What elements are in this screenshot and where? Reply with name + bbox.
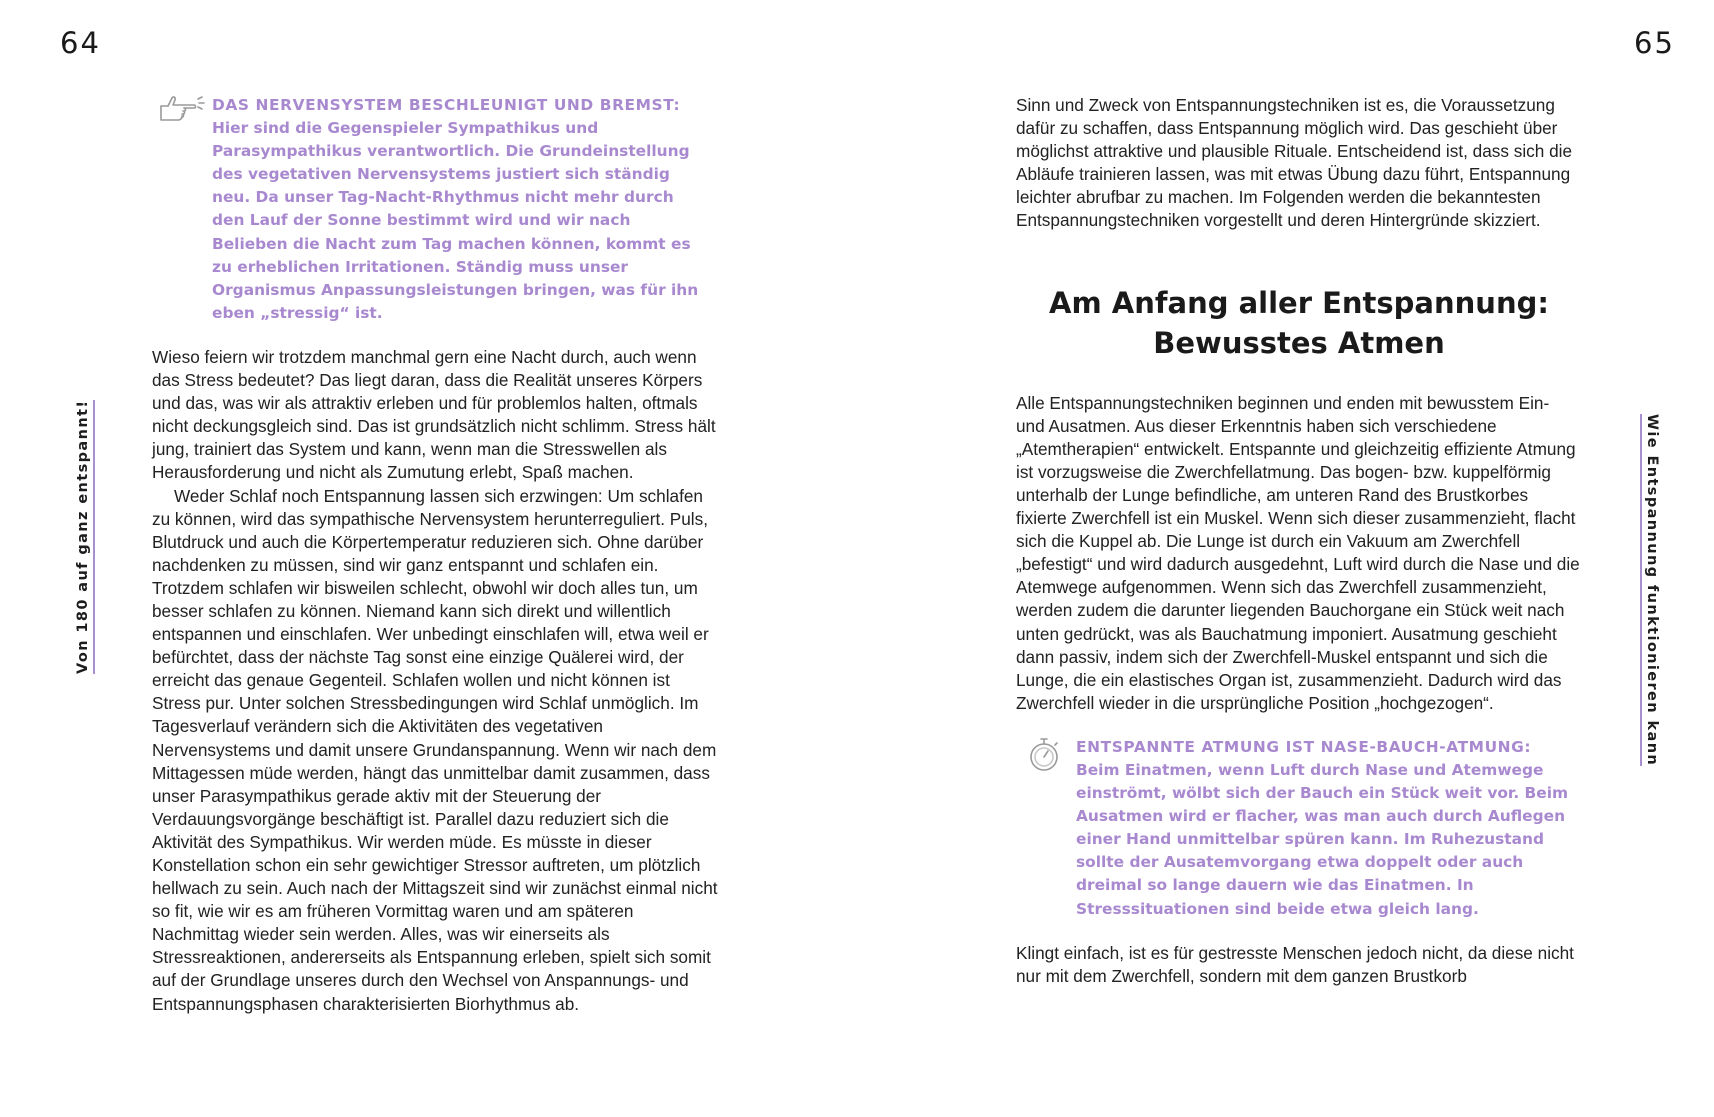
tip-title: DAS NERVENSYSTEM BESCHLEUNIGT UND BREMST: xyxy=(212,96,681,114)
paragraph: Sinn und Zweck von Entspannungstechniken ist es, die Voraussetzung dafür zu schaffen, dass Entspannung möglich wird. Das geschieht über möglichst attraktive und plausible Rituale. Entscheidend ist, dass sich die Abläufe trainieren lassen, was mit etwas Übung dazu führt, Entspannung leichter abrufbar zu machen. Im Folgenden werden die bekanntesten Entspannungstechniken vorgestellt und deren Hintergründe skizziert. xyxy=(1016,95,1573,231)
paragraph: Wieso feiern wir trotzdem manchmal gern eine Nacht durch, auch wenn das Stress bedeutet? Das liegt daran, dass die Realität unseres Körpers und das, was wir als attraktiv erleben und für problemlos halten, oftmals nicht deckungsgleich sind. Das ist grundsätzlich nicht schlimm. Stress hält jung, trainiert das System und kann, wenn man die Stresswellen als Herausforderung und nicht als Zumutung erlebt, Spaß machen. xyxy=(152,346,716,483)
heading-line-1: Am Anfang aller Entspannung: xyxy=(1049,285,1549,320)
section-heading xyxy=(1016,283,1582,363)
heading-line-2: Bewusstes Atmen xyxy=(1153,325,1445,360)
page-number-left: 64 xyxy=(60,26,101,60)
breathing-text xyxy=(1016,392,1582,715)
stopwatch-icon xyxy=(1026,735,1062,780)
paragraph: Weder Schlaf noch Entspannung lassen sich erzwingen: Um schlafen zu können, wird das sympathische Nervensystem herunterreguliert. Puls, Blutdruck und auch die Körpertemperatur reduzieren sich. Ohne darüber nachdenken zu müssen, sind wir ganz entspannt und schlafen ein. Trotzdem schlafen wir bisweilen schlecht, obwohl wir doch alles tun, um besser schlafen zu können. Niemand kann sich direkt und willentlich entspannen und einschlafen. Wer unbedingt einschlafen will, etwa weil er befürchtet, dass der nächste Tag sonst eine einzige Quälerei wird, der erreicht das genaue Gegenteil. Schlafen wollen und nicht können ist Stress pur. Unter solchen Stressbedingungen wird Schlaf unmöglich. Im Tagesverlauf verändern sich die Aktivitäten des vegetativen Nervensystems und damit unsere Grundanspannung. Wenn wir nach dem Mittagessen müde werden, hängt das unmittelbar damit zusammen, dass unser Parasympathikus gerade aktiv mit der Steuerung der Verdauungsvorgänge beschäftigt ist. Parallel dazu reduziert sich die Aktivität des Sympathikus. Wir werden müde. Es müsste in dieser Konstellation schon ein sehr gewichtiger Stressor auftreten, um plötzlich hellwach zu sein. Auch nach der Mittagszeit sind wir zunächst einmal nicht so fit, wie wir es am früheren Vormittag waren und am späteren Nachmittag wieder sein werden. Alles, was wir einerseits als Stressreaktionen, andererseits als Entspannung erleben, spielt sich somit auf der Grundlage unseres durch den Wechsel von Anspannungs- und Entspannungsphasen charakterisierten Biorhythmus ab. xyxy=(152,485,718,1014)
page-number-right: 65 xyxy=(1634,26,1675,60)
left-page-column xyxy=(152,94,720,1016)
tip-title: ENTSPANNTE ATMUNG IST NASE-BAUCH-ATMUNG: xyxy=(1076,737,1532,756)
chapter-tab-right: Wie Entspannung funktionieren kann xyxy=(1640,414,1660,766)
right-page-column xyxy=(1016,94,1582,988)
paragraph: Alle Entspannungstechniken beginnen und enden mit bewusstem Ein- und Ausatmen. Aus dieser Erkenntnis haben sich verschiedene „Atemtherapien“ entwickelt. Entspannte und gleichzeitig effiziente Atmung ist vorzugsweise die Zwerchfellatmung. Das bogen- bzw. kuppelförmig unterhalb der Lunge befindliche, am unteren Rand des Brustkorbes fixierte Zwerchfell ist ein Muskel. Wenn sich dieser zusammenzieht, flacht sich die Kuppel ab. Die Lunge ist durch ein Vakuum am Zwerchfell „befestigt“ und wird dadurch ausgedehnt, Luft wird durch die Nase und die Atemwege aufgenommen. Wenn sich das Zwerchfell zusammenzieht, werden zudem die darunter liegenden Bauchorgane ein Stück weit nach unten gedrückt, was als Bauchatmung imponiert. Ausatmung geschieht dann passiv, indem sich der Zwerchfell-Muskel entspannt und sich die Lunge, die ein elastisches Organ ist, zusammenzieht. Dadurch wird das Zwerchfell wieder in die ursprüngliche Position „hochgezogen“. xyxy=(1016,392,1580,713)
chapter-tab-left: Von 180 auf ganz entspannt! xyxy=(75,400,95,674)
intro-text xyxy=(1016,94,1582,233)
tip-box-breathing xyxy=(1016,736,1582,921)
tip-text: Hier sind die Gegenspieler Sympathikus und Parasympathikus verantwortlich. Die Grundeinstellung des vegetativen Nervensystems justiert sich ständig neu. Da unser Tag-Nacht-Rhythmus nicht mehr durch den Lauf der Sonne bestimmt wird und wir nach Belieben die Nacht zum Tag machen können, kommt es zu erheblichen Irritationen. Ständig muss unser Organismus Anpassungsleistungen bringen, was für ihn eben „stressig“ ist. xyxy=(212,119,699,322)
tip-box-nervous-system xyxy=(152,94,720,325)
pointing-hand-icon xyxy=(158,94,206,131)
left-body-text xyxy=(152,346,720,1016)
closing-text xyxy=(1016,942,1582,988)
tip-text: Beim Einatmen, wenn Luft durch Nase und Atemwege einströmt, wölbt sich der Bauch ein Stück weit vor. Beim Ausatmen wird er flacher, was man auch durch Auflegen einer Hand unmittelbar spüren kann. Im Ruhezustand sollte der Ausatemvorgang etwa doppelt oder auch dreimal so lange dauern wie das Einatmen. In Stresssituationen sind beide etwa gleich lang. xyxy=(1076,760,1569,918)
paragraph: Klingt einfach, ist es für gestresste Menschen jedoch nicht, da diese nicht nur mit dem Zwerchfell, sondern mit dem ganzen Brustkorb xyxy=(1016,942,1574,986)
